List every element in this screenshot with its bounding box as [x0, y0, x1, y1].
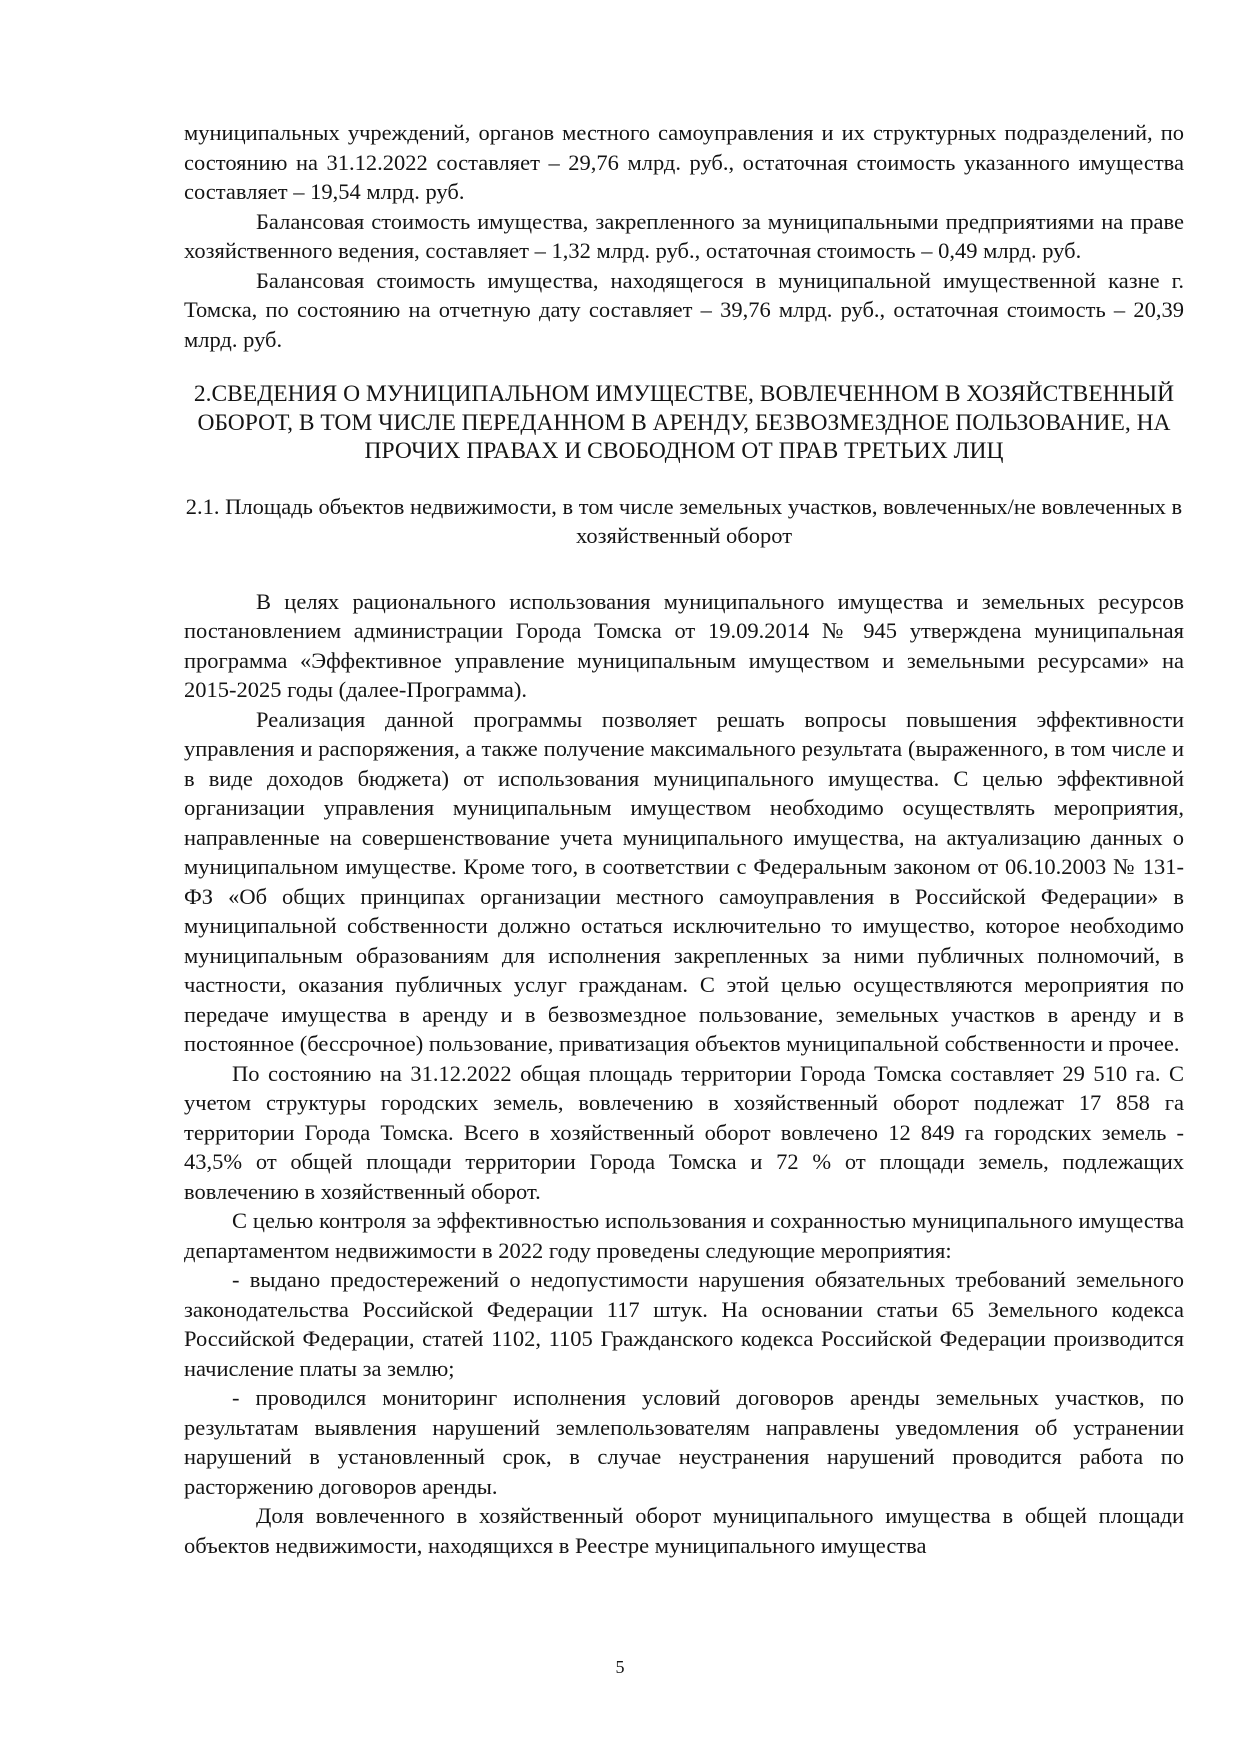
paragraph-control-measures: С целью контроля за эффективностью использования и сохранностью муниципального имущества департаментом недвижимости в 2022 году проведены следующие мероприятия: [184, 1208, 1184, 1263]
list-item-monitoring: - проводился мониторинг исполнения условий договоров аренды земельных участков, по результатам выявления нарушений землепользователям направлены уведомления об устранении нарушений в установленный срок, в случае неустранения нарушений проводится работа по расторжению договоров аренды. [184, 1385, 1184, 1499]
list-item-warnings: - выдано предостережений о недопустимости нарушения обязательных требований земельного законодательства Российской Федерации 117 штук. На основании статьи 65 Земельного кодекса Российской Федерации, статей 1102, 1105 Гражданского кодекса Российской Федерации производится начисление платы за землю; [184, 1267, 1184, 1381]
document-page [184, 118, 1184, 1560]
paragraph-territory-area: По состоянию на 31.12.2022 общая площадь территории Города Томска составляет 29 510 га. С учетом структуры городских земель, вовлечению в хозяйственный оборот подлежат 17 858 га территории Города Томска. Всего в хозяйственный оборот вовлечено 12 849 га городских земель - 43,5% от общей площади территории Города Томска и 72 % от площади земель, подлежащих вовлечению в хозяйственный оборот. [184, 1060, 1184, 1204]
subsection-heading: 2.1. Площадь объектов недвижимости, в том числе земельных участков, вовлеченных/не вовлеченных в хозяйственный оборот [185, 493, 1183, 548]
paragraph-program: В целях рационального использования муниципального имущества и земельных ресурсов постановлением администрации Города Томска от 19.09.2014 № 945 утверждена муниципальная программа «Эффективное управление муниципальным имуществом и земельными ресурсами» на 2015-2025 годы (далее-Программа). [184, 588, 1184, 702]
paragraph-share: Доля вовлеченного в хозяйственный оборот муниципального имущества в общей площади объектов недвижимости, находящихся в Реестре муниципального имущества [184, 1503, 1184, 1558]
paragraph-implementation: Реализация данной программы позволяет решать вопросы повышения эффективности управления и распоряжения, а также получение максимального результата (выраженного, в том числе и в виде доходов бюджета) от использования муниципального имущества. С целью эффективной организации управления муниципальным имуществом необходимо осуществлять мероприятия, направленные на совершенствование учета муниципального имущества, на актуализацию данных о муниципальном имуществе. Кроме того, в соответствии с Федеральным законом от 06.10.2003 № 131-ФЗ «Об общих принципах организации местного самоуправления в Российской Федерации» в муниципальной собственности должно остаться исключительно то имущество, которое необходимо муниципальным образованиям для исполнения закрепленных за ними публичных полномочий, в частности, оказания публичных услуг гражданам. С этой целью осуществляются мероприятия по передаче имущества в аренду и в безвозмездное пользование, земельных участков в аренду и в постоянное (бессрочное) пользование, приватизация объектов муниципальной собственности и прочее. [184, 706, 1184, 1056]
paragraph-enterprises-value: Балансовая стоимость имущества, закрепленного за муниципальными предприятиями на праве хозяйственного ведения, составляет – 1,32 млрд. руб., остаточная стоимость – 0,49 млрд. руб. [184, 208, 1184, 263]
section-heading: 2.СВЕДЕНИЯ О МУНИЦИПАЛЬНОМ ИМУЩЕСТВЕ, ВОВЛЕЧЕННОМ В ХОЗЯЙСТВЕННЫЙ ОБОРОТ, В ТОМ ЧИСЛЕ ПЕРЕДАННОМ В АРЕНДУ, БЕЗВОЗМЕЗДНОЕ ПОЛЬЗОВАНИЕ, НА ПРОЧИХ ПРАВАХ И СВОБОДНОМ ОТ ПРАВ ТРЕТЬИХ ЛИЦ [193, 381, 1175, 464]
page-number: 5 [615, 1657, 625, 1677]
paragraph-continuation: муниципальных учреждений, органов местного самоуправления и их структурных подразделений, по состоянию на 31.12.2022 составляет – 29,76 млрд. руб., остаточная стоимость указанного имущества составляет – 19,54 млрд. руб. [184, 120, 1184, 204]
paragraph-treasury-value: Балансовая стоимость имущества, находящегося в муниципальной имущественной казне г. Томска, по состоянию на отчетную дату составляет – 39,76 млрд. руб., остаточная стоимость – 20,39 млрд. руб. [184, 267, 1184, 352]
